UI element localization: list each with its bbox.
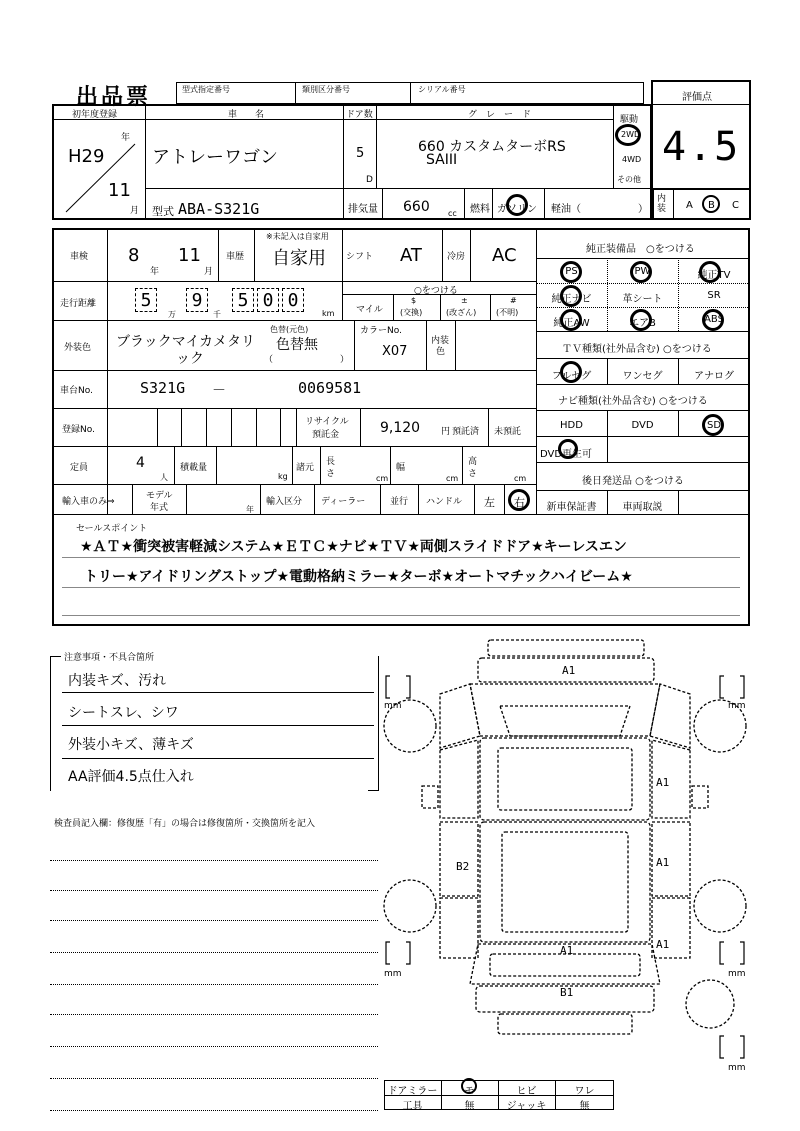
width-label: 幅 bbox=[396, 463, 406, 473]
load-label: 積載量 bbox=[180, 463, 208, 473]
mileage-digit-3: 5 bbox=[232, 288, 254, 312]
car-name-label: 車 名 bbox=[228, 110, 265, 120]
mileage-label: 走行距離 bbox=[60, 299, 97, 309]
fuel-diesel: 軽油（ bbox=[551, 204, 581, 215]
equip-sr: SR bbox=[707, 290, 721, 301]
color-line1: ブラックマイカメタリ bbox=[116, 334, 256, 350]
height-unit: cm bbox=[514, 474, 527, 483]
shift-label: シフト bbox=[346, 252, 374, 262]
length-unit: cm bbox=[376, 474, 389, 483]
mileage-mark-label: ○をつける bbox=[414, 286, 458, 296]
mileage-digit-2: 9 bbox=[186, 288, 208, 312]
drive-label: 駆動 bbox=[620, 115, 639, 125]
mile-label: マイル bbox=[356, 305, 383, 315]
capacity-value: 4 bbox=[136, 455, 145, 471]
mileage-digit-1: 5 bbox=[135, 288, 157, 312]
dims-label: 諸元 bbox=[296, 463, 315, 473]
navi-dvd: DVD bbox=[631, 420, 654, 431]
recycle-amount: 9,120 bbox=[380, 420, 421, 436]
dvd-play-circle bbox=[558, 439, 578, 459]
mileage-digit-4: 0 bbox=[257, 288, 279, 312]
table-tools: 工具 bbox=[402, 1101, 423, 1112]
table-jack-value: 無 bbox=[579, 1101, 590, 1112]
first-reg-slash bbox=[60, 140, 140, 215]
docs-manual: 車両取説 bbox=[622, 502, 663, 513]
displacement-label: 排気量 bbox=[348, 204, 378, 215]
tv-analog: アナログ bbox=[694, 371, 734, 382]
load-unit: kg bbox=[278, 472, 288, 481]
note-item-4: AA評価4.5点仕入れ bbox=[68, 769, 194, 785]
handle-label: ハンドル bbox=[426, 497, 463, 507]
equip-navi: 純正ナビ bbox=[551, 294, 592, 305]
drive-other: その他 bbox=[617, 175, 641, 184]
handle-right-circle bbox=[508, 489, 530, 511]
drive-2wd: 2WD bbox=[621, 130, 641, 139]
note-item-2: シートスレ、シワ bbox=[68, 705, 179, 721]
shaken-month-unit: 月 bbox=[204, 267, 214, 277]
shift-value: AT bbox=[400, 245, 422, 266]
sales-points-line2: トリー★アイドリングストップ★電動格納ミラー★ターボ★オートマチックハイビーム★ bbox=[84, 569, 633, 585]
mirror-value-circle bbox=[461, 1078, 477, 1094]
navi-title: ナビ種類(社外品含む) ○をつける bbox=[558, 396, 708, 407]
model-value: ABA-S321G bbox=[178, 200, 260, 218]
color-paren-open: （ bbox=[264, 355, 274, 365]
equip-pw-circle bbox=[630, 261, 652, 283]
shaken-year: 8 bbox=[128, 245, 140, 266]
equip-aw: 純正AW bbox=[553, 318, 590, 329]
interior-label: 内装 bbox=[657, 194, 667, 214]
chassis-dash: － bbox=[212, 383, 226, 399]
recycle-deposited: 預託済 bbox=[452, 427, 480, 437]
length-label-2: さ bbox=[326, 469, 336, 479]
tv-fullseg-circle bbox=[560, 361, 582, 383]
length-label: 長 bbox=[326, 457, 336, 467]
history-note: ※未記入は自家用 bbox=[266, 232, 329, 241]
mm-label-2: mm bbox=[728, 701, 746, 711]
dvd-play: DVD再生可 bbox=[539, 449, 593, 460]
tamper-label: (改ざん) bbox=[446, 308, 477, 317]
mark-rear-bumper: B1 bbox=[560, 986, 574, 999]
first-reg-year-unit: 年 bbox=[121, 133, 131, 143]
mileage-unit: km bbox=[322, 309, 335, 318]
equip-pw: PW bbox=[634, 266, 651, 277]
interior-b: B bbox=[708, 200, 715, 211]
mm-label-3: mm bbox=[384, 969, 402, 979]
equip-tv-circle bbox=[699, 261, 721, 283]
model-year-unit: 年 bbox=[246, 505, 254, 514]
handle-left: 左 bbox=[484, 496, 495, 509]
grade-line2: SAIII bbox=[426, 152, 458, 168]
mark-right-front: A1 bbox=[656, 776, 670, 789]
recycle-not-deposited: 未預託 bbox=[494, 427, 522, 437]
form-title: 出品票 bbox=[76, 85, 152, 110]
shaken-year-unit: 年 bbox=[150, 267, 160, 277]
ac-value: AC bbox=[492, 245, 517, 266]
first-reg-month-unit: 月 bbox=[130, 206, 140, 216]
capacity-label: 定員 bbox=[70, 463, 89, 473]
inspector-label: 検査員記入欄：修復歴「有」の場合は修復箇所・交換箇所を記入 bbox=[54, 819, 316, 829]
displacement-value: 660 bbox=[403, 199, 430, 215]
tamper-symbol: ± bbox=[461, 296, 468, 305]
mileage-digit-5: 0 bbox=[282, 288, 304, 312]
color-paren-close: ） bbox=[340, 355, 350, 365]
docs-title: 後日発送品 ○をつける bbox=[582, 476, 684, 487]
mm-label-1: mm bbox=[384, 701, 402, 711]
note-item-3: 外装小キズ、薄キズ bbox=[68, 737, 194, 753]
color-label: 外装色 bbox=[64, 343, 92, 353]
tv-title: ＴＶ種類(社外品含む) ○をつける bbox=[562, 344, 712, 355]
history-label: 車歴 bbox=[226, 252, 245, 262]
first-reg-month: 11 bbox=[108, 180, 131, 201]
import-only-label: 輸入車のみ⇒ bbox=[62, 497, 115, 507]
equipment-title: 純正装備品 ○をつける bbox=[586, 244, 695, 255]
interior-b-circle bbox=[702, 195, 720, 213]
exchange-label: (交換) bbox=[400, 308, 423, 317]
mark-rear: A1 bbox=[560, 944, 574, 957]
score-value: 4.5 bbox=[662, 124, 741, 170]
equip-abs: ABS bbox=[704, 314, 724, 325]
grade-label: グ レ ー ド bbox=[468, 110, 532, 120]
drive-2wd-circle bbox=[615, 124, 641, 146]
table-mirror-value: モ bbox=[464, 1086, 475, 1097]
table-break: ワレ bbox=[574, 1086, 595, 1097]
handle-right: 右 bbox=[514, 496, 525, 509]
interior-c: C bbox=[732, 200, 739, 211]
chassis-prefix: S321G bbox=[140, 379, 186, 397]
doors-value: 5 bbox=[356, 146, 365, 161]
chassis-no: 0069581 bbox=[298, 379, 362, 397]
equip-aw-circle bbox=[560, 309, 582, 331]
equip-tv: 純正TV bbox=[697, 270, 731, 281]
table-tools-value: 無 bbox=[464, 1101, 475, 1112]
equip-ps-circle bbox=[560, 261, 582, 283]
doors-suffix: D bbox=[366, 175, 373, 185]
score-label: 評価点 bbox=[682, 92, 712, 103]
color-change-value: 色替無 bbox=[276, 337, 318, 353]
note-item-1: 内装キズ、汚れ bbox=[68, 673, 167, 689]
color-no-label: カラーNo. bbox=[360, 326, 402, 336]
notes-frame-end bbox=[368, 656, 379, 791]
recycle-label-2: 預託金 bbox=[312, 430, 340, 440]
navi-sd: SD bbox=[706, 420, 722, 431]
fuel-gasoline-circle bbox=[506, 194, 528, 216]
capacity-unit: 人 bbox=[160, 473, 168, 482]
mark-front: A1 bbox=[562, 664, 576, 677]
model-label: 型式 bbox=[152, 205, 174, 218]
equip-airbag: エアB bbox=[629, 318, 656, 329]
docs-warranty: 新車保証書 bbox=[546, 502, 597, 513]
interior-a: A bbox=[686, 200, 693, 211]
mark-right-rear: A1 bbox=[656, 856, 670, 869]
unknown-symbol: # bbox=[510, 296, 517, 305]
shaken-label: 車検 bbox=[70, 252, 89, 262]
equip-leather: 革シート bbox=[622, 294, 663, 305]
color-no-value: X07 bbox=[382, 344, 408, 359]
color-line2: ック bbox=[176, 351, 204, 367]
mm-label-4: mm bbox=[728, 969, 746, 979]
equip-ps: PS bbox=[565, 266, 578, 277]
fuel-gasoline: ガソリン bbox=[497, 204, 537, 215]
table-door-mirror: ドアミラー bbox=[387, 1086, 438, 1097]
interior-color-label-2: 色 bbox=[436, 347, 446, 357]
mark-left-rear: B2 bbox=[456, 860, 470, 873]
displacement-unit: cc bbox=[448, 209, 457, 218]
tv-fullseg: フルセグ bbox=[551, 371, 592, 382]
fuel-label: 燃料 bbox=[470, 204, 490, 215]
tv-oneseg: ワンセグ bbox=[622, 371, 663, 382]
table-jack: ジャッキ bbox=[506, 1101, 547, 1112]
category-label: 類別区分番号 bbox=[302, 85, 350, 94]
notes-frame bbox=[50, 656, 61, 791]
equip-abs-circle bbox=[702, 309, 724, 331]
mark-right-bottom: A1 bbox=[656, 938, 670, 951]
mm-label-5: mm bbox=[728, 1063, 746, 1073]
model-code-label: 型式指定番号 bbox=[182, 85, 230, 94]
ac-label: 冷房 bbox=[447, 252, 466, 262]
doors-label: ドア数 bbox=[346, 110, 373, 120]
model-year-label: モデル bbox=[146, 491, 173, 501]
table-crack: ヒビ bbox=[516, 1086, 537, 1097]
shaken-month: 11 bbox=[178, 245, 201, 266]
chassis-label: 車台No. bbox=[60, 386, 93, 396]
exchange-symbol: $ bbox=[411, 296, 417, 305]
history-value: 自家用 bbox=[272, 248, 326, 269]
car-damage-diagram bbox=[380, 636, 750, 1076]
drive-4wd: 4WD bbox=[622, 155, 642, 164]
sales-points-line1: ★ＡＴ★衝突被害軽減システム★ＥＴＣ★ナビ★ＴＶ★両側スライドドア★キーレスエン bbox=[80, 539, 627, 555]
recycle-unit: 円 bbox=[441, 427, 451, 437]
navi-sd-circle bbox=[702, 414, 724, 436]
sales-points-label: セールスポイント bbox=[76, 524, 148, 534]
grade-line1: 660 カスタムターボRS bbox=[418, 139, 566, 155]
recycle-label: リサイクル bbox=[305, 417, 349, 427]
color-change-label: 色替(元色) bbox=[270, 325, 309, 334]
first-reg-year: H29 bbox=[68, 146, 105, 167]
unknown-label: (不明) bbox=[496, 308, 519, 317]
mileage-sen-unit: 千 bbox=[213, 310, 221, 319]
car-name: アトレーワゴン bbox=[152, 147, 278, 168]
height-label: 高 bbox=[468, 457, 478, 467]
dealer-label: ディーラー bbox=[321, 497, 366, 507]
parallel-label: 並行 bbox=[390, 497, 409, 507]
fuel-close: ） bbox=[638, 204, 648, 215]
notes-label: 注意事項・不具合箇所 bbox=[64, 653, 155, 663]
mileage-man-unit: 万 bbox=[168, 310, 176, 319]
first-reg-label: 初年度登録 bbox=[72, 110, 118, 120]
import-type-label: 輸入区分 bbox=[266, 497, 303, 507]
height-label-2: さ bbox=[468, 469, 478, 479]
model-year-label-2: 年式 bbox=[150, 503, 169, 513]
equip-airbag-circle bbox=[630, 309, 652, 331]
width-unit: cm bbox=[446, 474, 459, 483]
reg-no-label: 登録No. bbox=[62, 425, 95, 435]
interior-color-label: 内装 bbox=[431, 336, 450, 346]
serial-label: シリアル番号 bbox=[418, 85, 466, 94]
navi-hdd: HDD bbox=[560, 420, 583, 431]
equip-navi-circle bbox=[560, 285, 582, 307]
